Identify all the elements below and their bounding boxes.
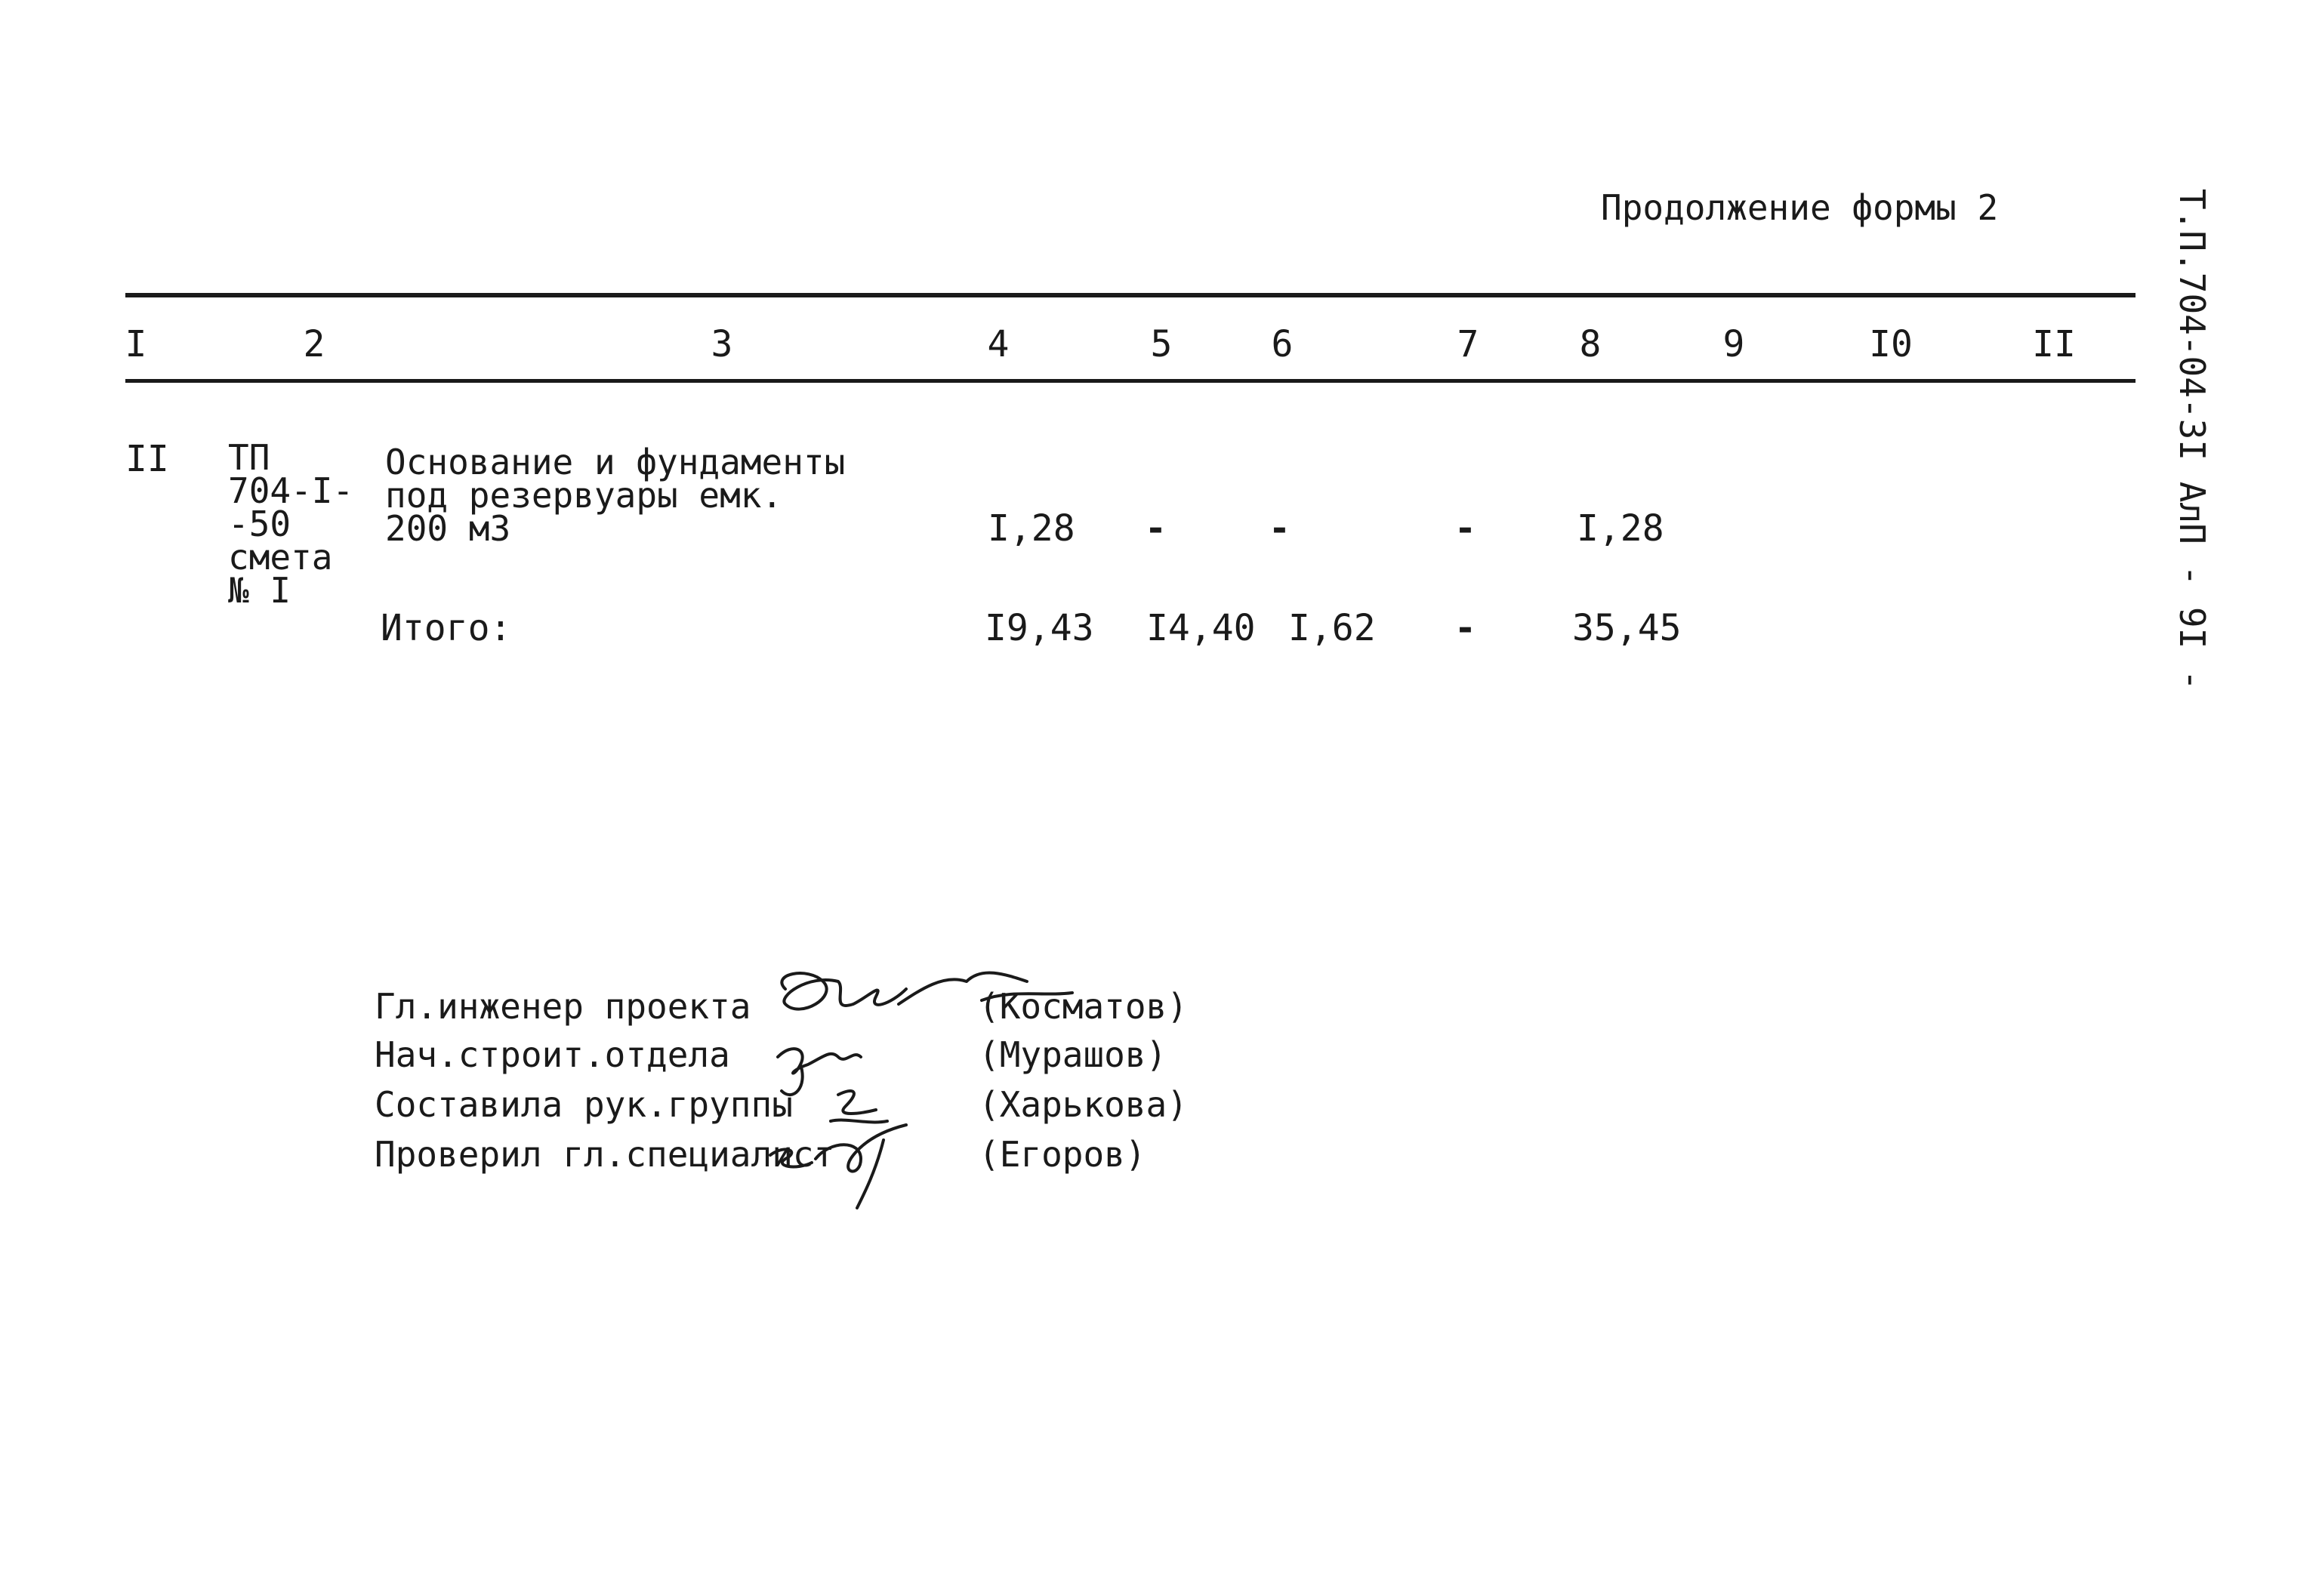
header-col-4: 4 (987, 323, 1010, 365)
row-col-8-value: I,28 (1577, 507, 1664, 550)
total-label: Итого: (381, 607, 512, 649)
table-header-rule (125, 379, 2136, 383)
signature-name-chief-specialist: (Егоров) (979, 1134, 1146, 1175)
total-col-4-value: I9,43 (985, 607, 1094, 649)
table-top-rule (125, 293, 2136, 297)
header-col-6: 6 (1271, 323, 1294, 365)
signature-role-chief-specialist: Проверил гл.специалист (375, 1134, 835, 1175)
ref-line: 704-I- (228, 470, 354, 511)
header-col-9: 9 (1722, 323, 1745, 365)
header-col-3: 3 (711, 323, 733, 365)
form-continuation-caption: Продолжение формы 2 (1601, 187, 1999, 228)
row-reference (228, 437, 354, 611)
total-col-6-value: I,62 (1288, 607, 1376, 649)
header-col-2: 2 (303, 323, 325, 365)
ref-line: смета (228, 537, 333, 578)
signature-role-chief-engineer: Гл.инженер проекта (375, 986, 751, 1027)
ref-line: -50 (228, 504, 291, 544)
total-col-8-value: 35,45 (1572, 607, 1682, 649)
description-line: под резервуары емк. (385, 475, 783, 516)
row-col-4-value: I,28 (988, 507, 1075, 550)
row-col-7-value: - (1454, 507, 1476, 550)
strike-through (982, 993, 1072, 1000)
total-col-5-value: I4,40 (1146, 607, 1256, 649)
description-line: 200 м3 (385, 508, 511, 549)
row-col-6-value: - (1269, 507, 1291, 550)
signature-name-construction-head: (Мурашов) (979, 1034, 1167, 1075)
ref-line: № I (228, 570, 291, 611)
row-description (385, 442, 846, 549)
signature-construction-head (778, 1049, 861, 1095)
signature-group-lead (831, 1091, 887, 1122)
header-col-1: I (125, 323, 147, 365)
row-number: II (125, 438, 169, 480)
document-code-stamp: Т.П.704-04-3I АлП - 9I - (2172, 189, 2213, 691)
handwritten-signatures (755, 959, 1208, 1215)
header-col-8: 8 (1579, 323, 1602, 365)
signature-chief-specialist (770, 1125, 906, 1208)
signature-name-chief-engineer: (Косматов) (979, 986, 1188, 1027)
ref-line: ТП (228, 437, 270, 478)
row-col-5-value: - (1145, 507, 1167, 550)
description-line: Основание и фундаменты (385, 442, 846, 482)
header-col-11: II (2032, 323, 2076, 365)
header-col-5: 5 (1150, 323, 1173, 365)
total-col-7-value: - (1454, 607, 1476, 649)
header-col-10: I0 (1869, 323, 1913, 365)
signature-chief-engineer (782, 972, 1027, 1009)
header-col-7: 7 (1457, 323, 1479, 365)
signature-role-construction-head: Нач.строит.отдела (375, 1034, 730, 1075)
signature-role-group-lead: Составила рук.группы (375, 1084, 793, 1125)
signature-name-group-lead: (Харькова) (979, 1084, 1188, 1125)
